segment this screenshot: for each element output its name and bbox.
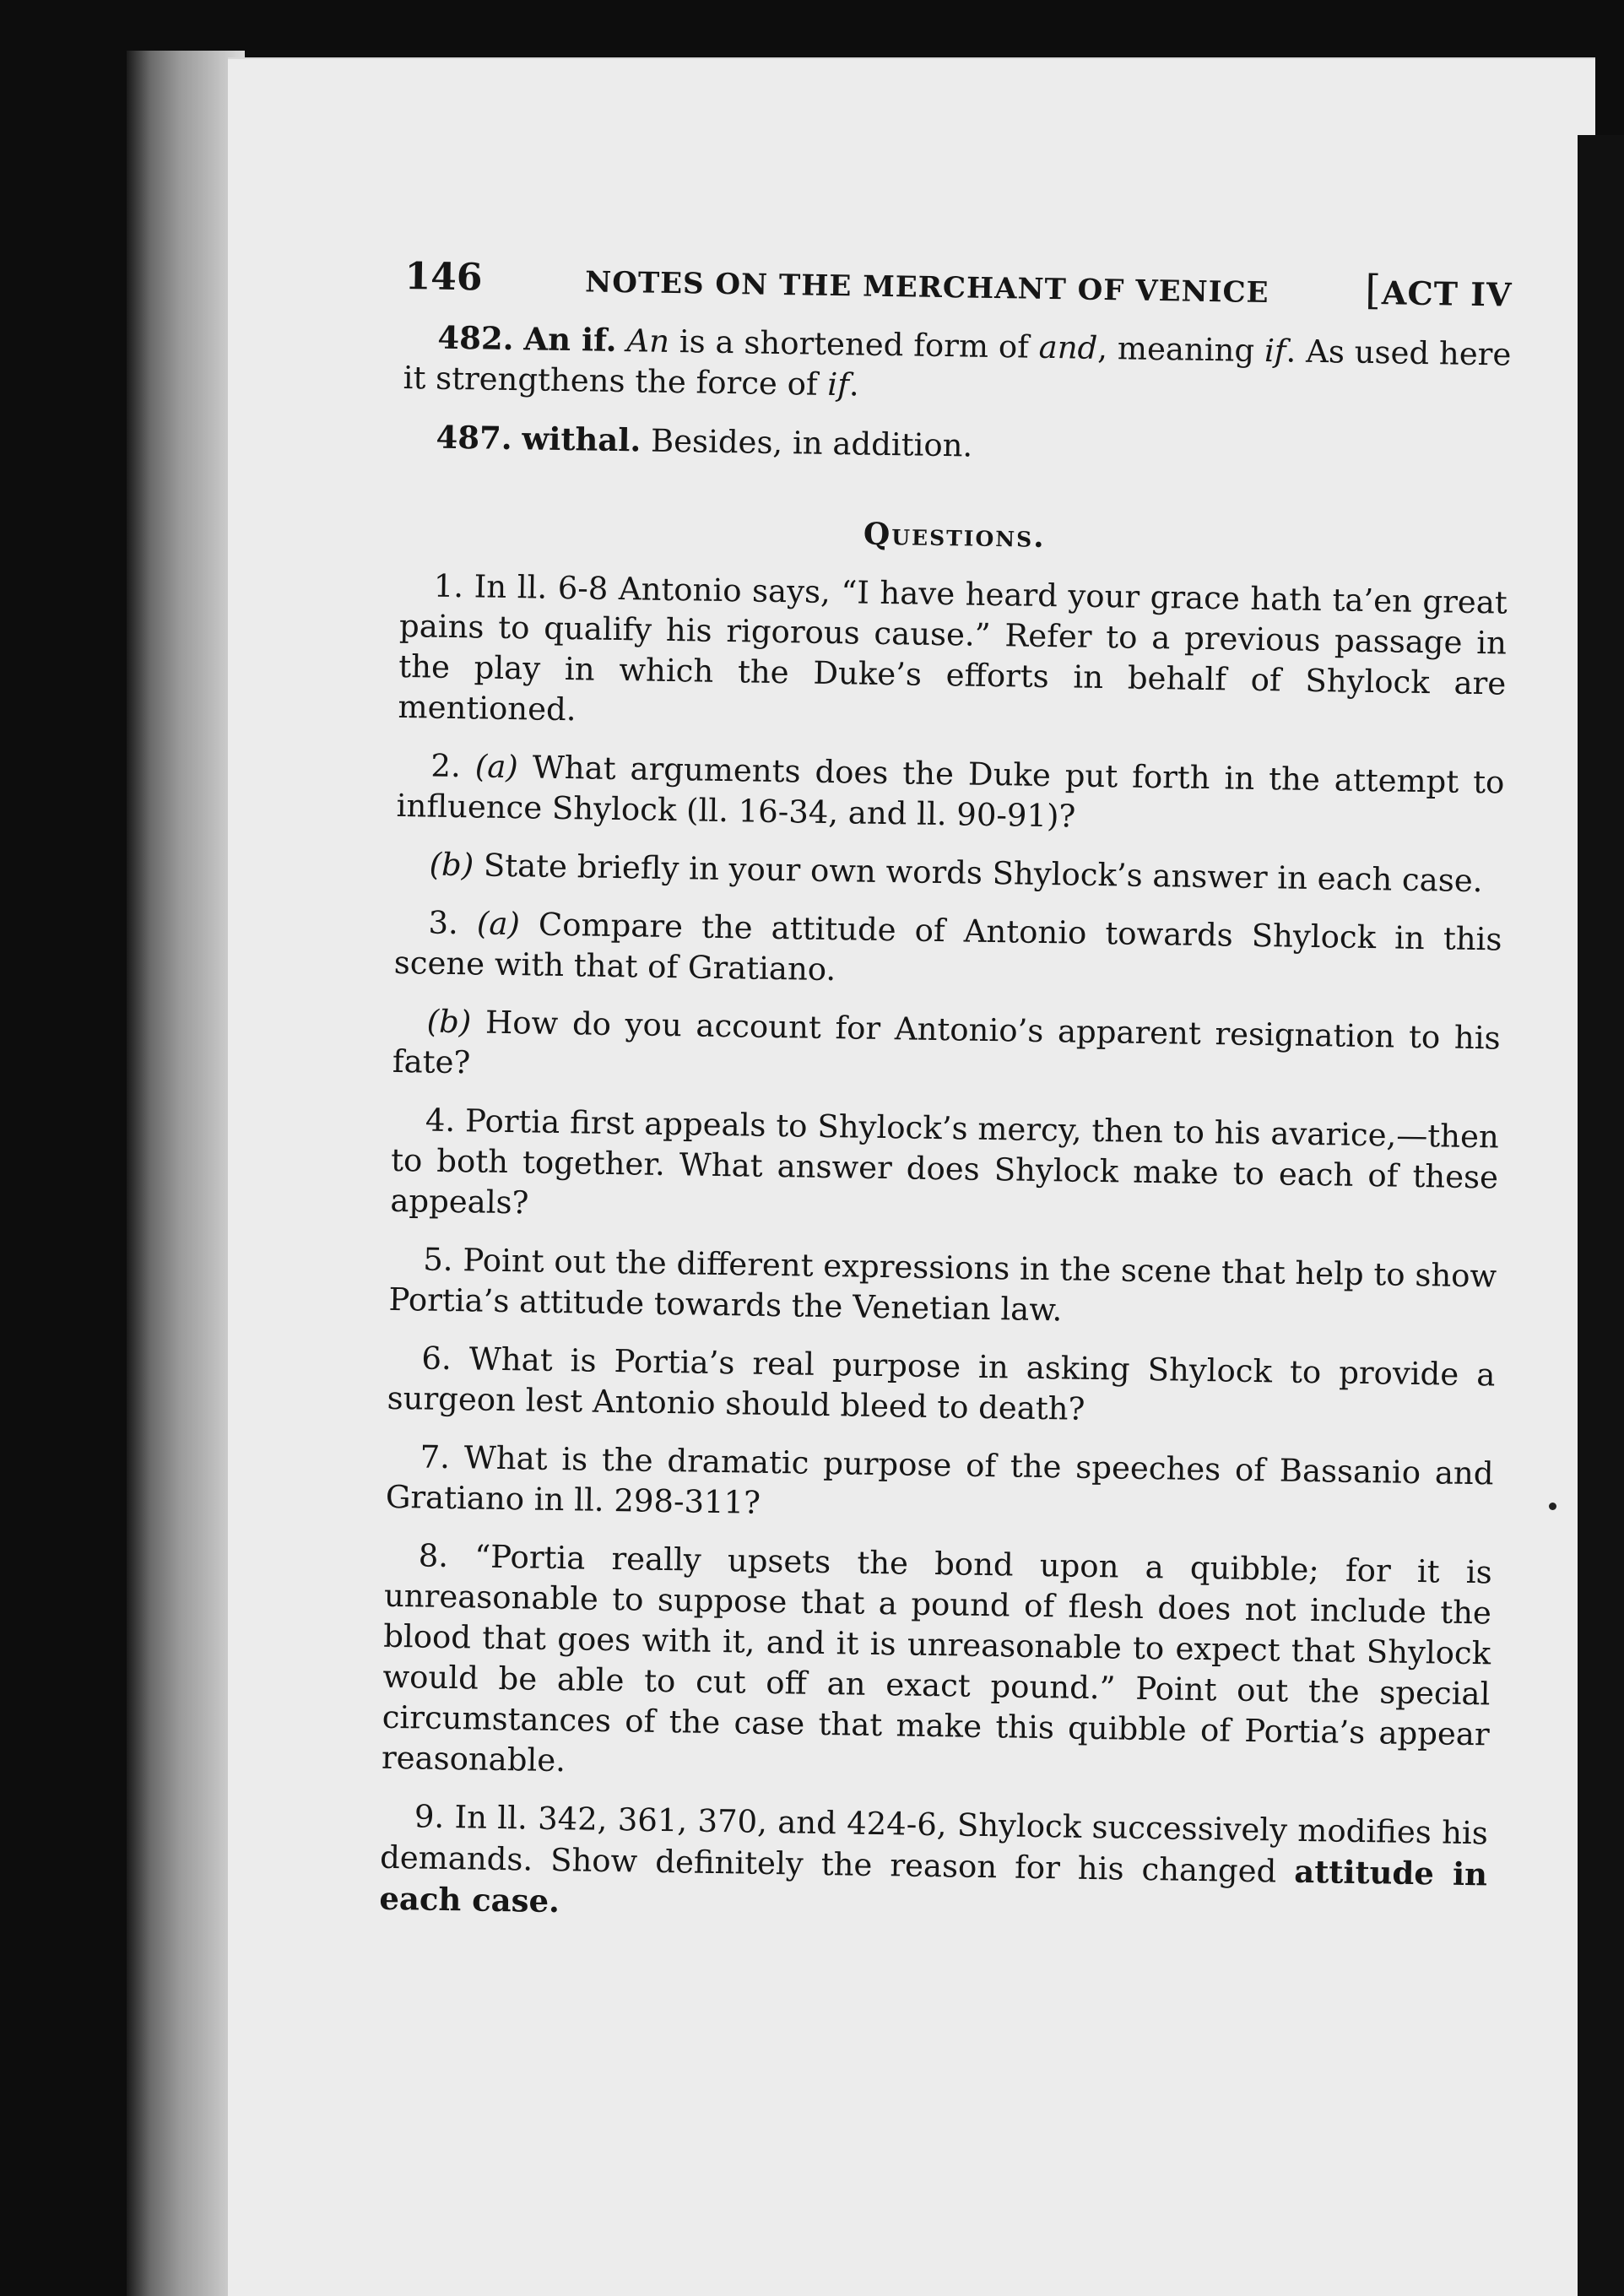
question-text: Point out the different expressions in the scene that help to show Portia’s attitude towards the Venetian law.: [388, 1242, 1497, 1329]
note-text: .: [848, 366, 860, 403]
question-2a: [396, 745, 1504, 844]
question-4: [390, 1100, 1499, 1239]
note-text: is a shortened form of: [669, 322, 1040, 366]
question-number: 7.: [420, 1438, 451, 1476]
note-487: [402, 416, 1510, 475]
questions-heading: Questions.: [863, 516, 1047, 555]
question-number: 1.: [433, 567, 464, 605]
question-3b: [392, 1001, 1501, 1100]
running-head: [404, 255, 1513, 317]
question-part-label: (b): [426, 1003, 472, 1041]
note-text: , meaning: [1096, 329, 1265, 370]
question-text: State briefly in your own words Shylock’s answer in each case.: [483, 847, 1483, 900]
note-text: and: [1038, 328, 1098, 366]
act-text: ACT IV: [1381, 273, 1513, 314]
note-text: if: [1264, 333, 1286, 370]
note-line-number: 487.: [436, 418, 513, 458]
question-text: What is the dramatic purpose of the speeches of Bassanio and Gratiano in ll. 298-311?: [385, 1439, 1494, 1521]
question-number: 4.: [425, 1102, 456, 1140]
question-7: [386, 1437, 1494, 1535]
question-number: 6.: [421, 1340, 452, 1378]
note-term: An if.: [523, 320, 617, 359]
question-part-label: (a): [476, 905, 521, 943]
question-number: 5.: [422, 1241, 453, 1279]
note-text: if: [827, 366, 850, 403]
question-6: [387, 1338, 1495, 1437]
question-text-bold-tail: attitude in each case.: [379, 1852, 1488, 1920]
question-text: “Portia really upsets the bond upon a quibble; for it is unreasonable to suppose that a pound of flesh does not include the blood that goes with it, and it is unreasonable to expect that Shylock would be able to cut off an exact pound.” Point out the special circumstances of the case that make this quibble of Portia’s appear reasonable.: [381, 1538, 1492, 1779]
question-text: In ll. 6-8 Antonio says, “I have heard your grace hath ta’en great pains to qualify his rigorous cause.” Refer to a previous passage in the play in which the Duke’s efforts in behalf of Shylock are mentioned.: [398, 568, 1508, 728]
book-page: [228, 57, 1595, 2296]
note-text: . As used here it strengthens the force of: [403, 333, 1512, 403]
question-9: [379, 1796, 1488, 1937]
question-text: What arguments does the Duke put forth in the attempt to influence Shylock (ll. 16-34, and ll. 90-91)?: [396, 749, 1505, 835]
note-text: Besides, in addition.: [650, 422, 973, 464]
question-number: 8.: [418, 1537, 449, 1574]
note-482: [403, 317, 1511, 416]
question-8: [382, 1535, 1492, 1796]
page-edge-shadow: [1578, 135, 1624, 2296]
question-number: 2.: [430, 747, 462, 785]
question-part-label: (a): [474, 748, 519, 786]
question-text: In ll. 342, 361, 370, and 424-6, Shylock successively modifies his demands. Show definitely the reason for his changed: [379, 1799, 1489, 1890]
question-5: [388, 1239, 1497, 1338]
ink-speck: [1549, 1503, 1556, 1510]
question-part-label: (b): [429, 846, 474, 884]
act-label: [1364, 266, 1513, 316]
page-number: 146: [404, 255, 483, 300]
note-term: withal.: [522, 420, 641, 459]
question-1: [398, 566, 1508, 745]
note-text: An: [626, 322, 670, 360]
question-text: Portia first appeals to Shylock’s mercy, then to his avarice,—then to both together. What answer does Shylock make to each of these appeals?: [390, 1102, 1500, 1221]
question-text: How do you account for Antonio’s apparent resignation to his fate?: [392, 1004, 1501, 1081]
page-content: [379, 255, 1513, 1954]
act-bracket: [: [1364, 266, 1383, 315]
question-2b: [395, 844, 1503, 902]
question-3a: [393, 902, 1502, 1001]
note-line-number: 482.: [437, 318, 514, 358]
question-text: What is Portia’s real purpose in asking Shylock to provide a surgeon lest Antonio should bleed to death?: [387, 1340, 1496, 1427]
running-title: NOTES ON THE MERCHANT OF VENICE: [584, 265, 1269, 311]
question-number: 3.: [428, 904, 459, 942]
question-number: 9.: [414, 1798, 445, 1835]
question-text: Compare the attitude of Antonio towards Shylock in this scene with that of Gratiano.: [393, 906, 1502, 988]
book-gutter: [127, 51, 245, 2296]
